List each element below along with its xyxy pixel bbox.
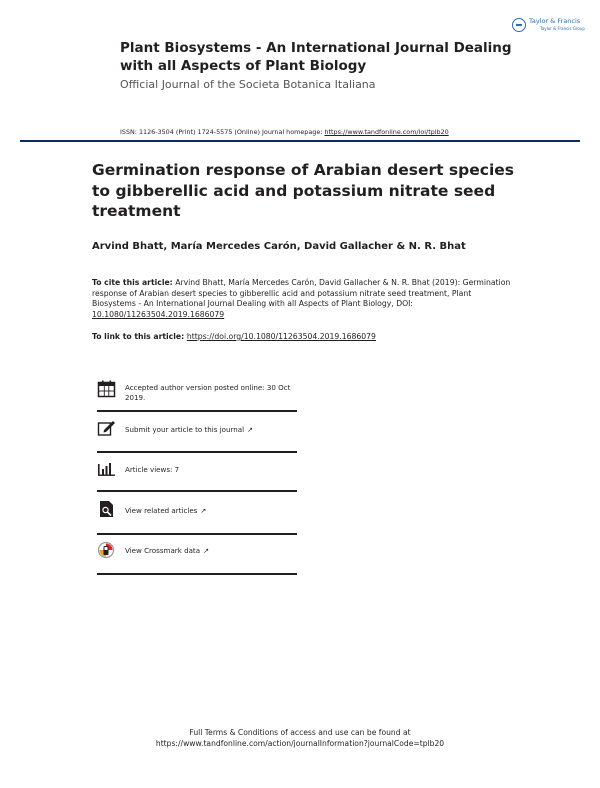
citation-doi-link[interactable]: 10.1080/11263504.2019.1686079 — [92, 309, 225, 319]
row-divider — [97, 490, 297, 492]
article-doi-link[interactable]: https://doi.org/10.1080/11263504.2019.1686079 — [186, 332, 376, 341]
submit-article-text: Submit your article to this journal — [125, 425, 245, 434]
row-divider — [97, 451, 297, 453]
external-link-icon: ↗ — [203, 547, 209, 555]
row-divider — [97, 410, 297, 412]
issn-line — [120, 128, 449, 136]
publisher-logo-icon — [512, 18, 526, 32]
related-articles-text: View related articles — [125, 506, 198, 515]
article-link-line — [92, 332, 376, 341]
journal-title: Plant Biosystems - An International Journal Dealing with all Aspects of Plant Biology — [120, 40, 512, 74]
submit-article-link[interactable] — [125, 425, 253, 436]
accepted-text: Accepted author version posted online: 30 Oct 2019. — [125, 383, 291, 402]
article-authors: Arvind Bhatt, María Mercedes Carón, David Gallacher & N. R. Bhat — [92, 241, 466, 252]
citation-text: Arvind Bhatt, María Mercedes Carón, David Gallacher & N. R. Bhat (2019): Germination response of Arabian desert species to gibberellic acid and potassium nitrate seed treatment, Plant Biosystems - An International Journal Dealing with all Aspects of Plant Biology, DOI: — [92, 278, 511, 308]
article-title: Germination response of Arabian desert species to gibberellic acid and potassium nitrate seed treatment — [92, 161, 514, 220]
external-link-icon: ↗ — [200, 507, 207, 515]
edit-icon — [97, 419, 117, 437]
article-views-text: Article views: 7 — [125, 465, 180, 474]
citation-label: To cite this article: — [92, 278, 173, 287]
header-divider — [20, 140, 580, 142]
row-divider — [97, 573, 297, 575]
row-divider — [97, 533, 297, 535]
footer-terms: Full Terms & Conditions of access and use can be found at — [189, 728, 411, 737]
bar-chart-icon — [97, 460, 117, 478]
footer-terms-link[interactable]: https://www.tandfonline.com/action/journalInformation?journalCode=tplb20 — [155, 739, 445, 748]
crossmark-icon — [97, 541, 117, 559]
external-link-icon: ↗ — [247, 426, 253, 434]
crossmark-link[interactable] — [125, 546, 209, 557]
journal-homepage-link[interactable]: https://www.tandfonline.com/loi/tplb20 — [324, 128, 449, 136]
related-articles-link[interactable] — [125, 506, 206, 517]
calendar-icon — [97, 380, 117, 398]
issn-text: ISSN: 1126-3504 (Print) 1724-5575 (Online) Journal homepage: — [120, 128, 325, 136]
citation-block — [92, 278, 512, 320]
journal-subtitle: Official Journal of the Societa Botanica Italiana — [120, 78, 376, 91]
article-link-label: To link to this article: — [92, 332, 187, 341]
publisher-group: Taylor & Francis Group — [540, 26, 585, 31]
search-doc-icon — [97, 500, 117, 518]
publisher-logo[interactable] — [512, 16, 586, 38]
publisher-name: Taylor & Francis — [529, 17, 581, 25]
crossmark-text: View Crossmark data — [125, 546, 201, 555]
